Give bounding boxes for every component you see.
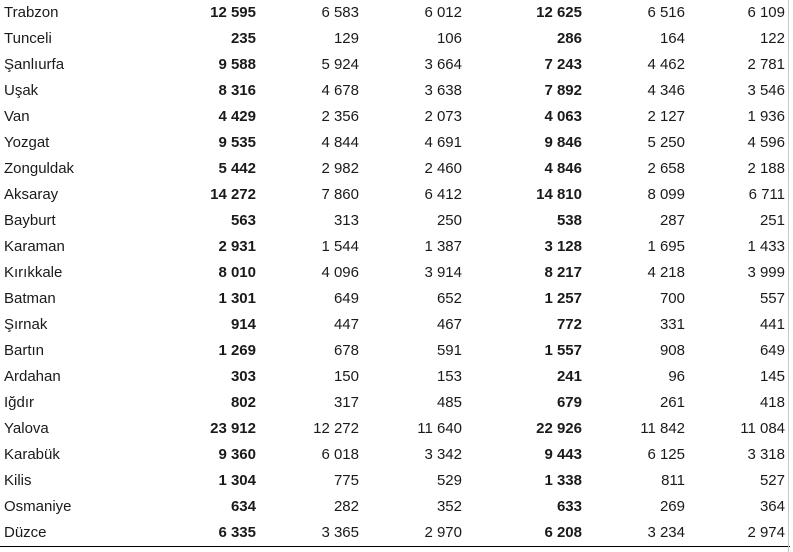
value-cell: 145	[759, 368, 785, 385]
value-cell: 11 640	[417, 420, 462, 437]
province-name-cell: Düzce	[0, 520, 118, 547]
table-row	[0, 390, 790, 416]
total-value-cell: 241	[556, 368, 582, 385]
total-value-cell: 538	[556, 212, 582, 229]
value-cell: 6 109	[747, 4, 785, 21]
value-cell: 11 842	[640, 420, 685, 437]
value-cell: 4 678	[321, 82, 359, 99]
province-name-cell: Şanlıurfa	[4, 56, 65, 73]
value-cell: 2 982	[321, 160, 359, 177]
value-cell: 6 018	[321, 446, 359, 463]
value-cell: 4 844	[321, 134, 359, 151]
total-value-cell: 7 243	[544, 56, 582, 73]
table-row	[0, 234, 790, 260]
table-row	[0, 52, 790, 78]
value-cell: 2 658	[647, 160, 685, 177]
total-value-cell: 679	[556, 394, 582, 411]
total-value-cell: 9 588	[218, 56, 256, 73]
total-value-cell: 1 338	[544, 472, 582, 489]
value-cell: 4 218	[647, 264, 685, 281]
total-value-cell: 23 912	[210, 420, 256, 437]
value-cell: 269	[659, 498, 685, 515]
value-cell: 8 099	[647, 186, 685, 203]
value-cell: 3 914	[424, 264, 462, 281]
province-name-cell: Karaman	[4, 238, 65, 255]
value-cell: 96	[668, 368, 685, 385]
value-cell: 6 012	[424, 4, 462, 21]
total-value-cell: 9 535	[218, 134, 256, 151]
province-name-cell: Trabzon	[4, 4, 59, 21]
value-cell: 557	[759, 290, 785, 307]
table-row	[0, 0, 790, 26]
value-cell: 1 544	[321, 238, 359, 255]
total-value-cell: 14 810	[536, 186, 582, 203]
province-name-cell: Kırıkkale	[4, 264, 63, 281]
table-row	[0, 416, 790, 442]
value-cell: 6 711	[748, 186, 785, 203]
total-value-cell: 4 429	[218, 108, 256, 125]
value-cell: 700	[659, 290, 685, 307]
value-cell: 418	[759, 394, 785, 411]
value-cell: 447	[333, 316, 359, 333]
value-cell: 2 127	[647, 108, 685, 125]
total-value-cell: 1 557	[544, 342, 582, 359]
value-cell: 4 691	[424, 134, 462, 151]
total-value-cell: 802	[230, 394, 256, 411]
value-cell: 2 073	[424, 108, 462, 125]
province-name-cell: Osmaniye	[4, 498, 72, 515]
province-name-cell: Iğdır	[4, 394, 35, 411]
total-value-cell: 1 257	[544, 290, 582, 307]
province-name-cell: Tunceli	[4, 30, 52, 47]
value-cell: 150	[333, 368, 359, 385]
value-cell: 3 999	[747, 264, 785, 281]
value-cell: 331	[659, 316, 685, 333]
value-cell: 11 084	[740, 420, 785, 437]
value-cell: 251	[759, 212, 785, 229]
total-value-cell: 563	[230, 212, 256, 229]
value-cell: 908	[659, 342, 685, 359]
value-cell: 261	[659, 394, 685, 411]
province-name-cell: Van	[4, 108, 30, 125]
value-cell: 2 970	[364, 520, 467, 547]
total-value-cell: 22 926	[536, 420, 582, 437]
total-value-cell: 1 304	[218, 472, 256, 489]
table-row	[0, 494, 790, 520]
total-value-cell: 7 892	[544, 82, 582, 99]
province-name-cell: Kilis	[4, 472, 32, 489]
value-cell: 441	[759, 316, 785, 333]
value-cell: 7 860	[321, 186, 359, 203]
value-cell: 2 460	[424, 160, 462, 177]
total-value-cell: 772	[556, 316, 582, 333]
table-row	[0, 130, 790, 156]
value-cell: 2 781	[747, 56, 785, 73]
table-row	[0, 104, 790, 130]
total-value-cell: 303	[230, 368, 256, 385]
value-cell: 129	[333, 30, 359, 47]
value-cell: 4 462	[647, 56, 685, 73]
value-cell: 3 365	[261, 520, 364, 547]
value-cell: 649	[759, 342, 785, 359]
value-cell: 1 936	[747, 108, 785, 125]
total-value-cell: 633	[556, 498, 582, 515]
value-cell: 164	[659, 30, 685, 47]
total-value-cell: 14 272	[210, 186, 256, 203]
total-value-cell: 6 208	[467, 520, 587, 547]
province-name-cell: Yalova	[4, 420, 49, 437]
total-value-cell: 9 360	[218, 446, 256, 463]
table-row	[0, 156, 790, 182]
province-name-cell: Ardahan	[4, 368, 61, 385]
total-value-cell: 286	[556, 30, 582, 47]
total-value-cell: 1 301	[218, 290, 256, 307]
value-cell: 467	[436, 316, 462, 333]
total-value-cell: 9 846	[544, 134, 582, 151]
value-cell: 775	[333, 472, 359, 489]
value-cell: 287	[659, 212, 685, 229]
value-cell: 3 664	[424, 56, 462, 73]
value-cell: 652	[436, 290, 462, 307]
table-row	[0, 208, 790, 234]
province-name-cell: Batman	[4, 290, 56, 307]
table-row	[0, 26, 790, 52]
table-row	[0, 182, 790, 208]
total-value-cell: 3 128	[544, 238, 582, 255]
value-cell: 6 412	[424, 186, 462, 203]
total-value-cell: 914	[230, 316, 256, 333]
province-name-cell: Karabük	[4, 446, 60, 463]
total-value-cell: 12 595	[210, 4, 256, 21]
value-cell: 12 272	[313, 420, 359, 437]
value-cell: 2 188	[747, 160, 785, 177]
value-cell: 3 234	[587, 520, 690, 547]
value-cell: 3 342	[424, 446, 462, 463]
value-cell: 811	[661, 472, 685, 489]
value-cell: 4 596	[747, 134, 785, 151]
total-value-cell: 12 625	[536, 4, 582, 21]
column-grid-line	[788, 0, 789, 552]
table-row	[0, 78, 790, 104]
value-cell: 6 583	[321, 4, 359, 21]
province-name-cell: Yozgat	[4, 134, 50, 151]
total-value-cell: 6 335	[118, 520, 261, 547]
value-cell: 153	[436, 368, 462, 385]
table-row	[0, 364, 790, 390]
value-cell: 2 974	[690, 520, 790, 547]
value-cell: 4 346	[647, 82, 685, 99]
value-cell: 1 433	[747, 238, 785, 255]
province-name-cell: Aksaray	[4, 186, 59, 203]
value-cell: 313	[333, 212, 359, 229]
value-cell: 3 638	[424, 82, 462, 99]
total-value-cell: 8 010	[218, 264, 256, 281]
value-cell: 6 125	[647, 446, 685, 463]
table-row	[0, 338, 790, 364]
table-row	[0, 312, 790, 338]
total-value-cell: 5 442	[218, 160, 256, 177]
total-value-cell: 8 316	[218, 82, 256, 99]
value-cell: 317	[333, 394, 359, 411]
total-value-cell: 4 846	[544, 160, 582, 177]
value-cell: 529	[436, 472, 462, 489]
table-row	[0, 260, 790, 286]
value-cell: 4 096	[321, 264, 359, 281]
value-cell: 1 695	[647, 238, 685, 255]
total-value-cell: 8 217	[544, 264, 582, 281]
province-name-cell: Bayburt	[4, 212, 56, 229]
table-row	[0, 442, 790, 468]
value-cell: 352	[436, 498, 462, 515]
value-cell: 364	[759, 498, 785, 515]
value-cell: 250	[436, 212, 462, 229]
value-cell: 5 924	[321, 56, 359, 73]
table-row	[0, 520, 790, 547]
value-cell: 282	[333, 498, 359, 515]
value-cell: 527	[759, 472, 785, 489]
value-cell: 6 516	[647, 4, 685, 21]
province-name-cell: Şırnak	[4, 316, 48, 333]
total-value-cell: 1 269	[218, 342, 256, 359]
value-cell: 106	[436, 30, 462, 47]
value-cell: 1 387	[424, 238, 462, 255]
value-cell: 591	[436, 342, 462, 359]
value-cell: 3 318	[747, 446, 785, 463]
value-cell: 2 356	[321, 108, 359, 125]
total-value-cell: 4 063	[544, 108, 582, 125]
value-cell: 3 546	[747, 82, 785, 99]
value-cell: 485	[436, 394, 462, 411]
table-row	[0, 286, 790, 312]
value-cell: 122	[759, 30, 785, 47]
province-name-cell: Bartın	[4, 342, 45, 359]
total-value-cell: 9 443	[544, 446, 582, 463]
value-cell: 649	[333, 290, 359, 307]
province-name-cell: Zonguldak	[4, 160, 75, 177]
value-cell: 678	[333, 342, 359, 359]
value-cell: 5 250	[647, 134, 685, 151]
total-value-cell: 2 931	[218, 238, 256, 255]
total-value-cell: 235	[230, 30, 256, 47]
total-value-cell: 634	[230, 498, 256, 515]
table-row	[0, 468, 790, 494]
province-name-cell: Uşak	[4, 82, 39, 99]
